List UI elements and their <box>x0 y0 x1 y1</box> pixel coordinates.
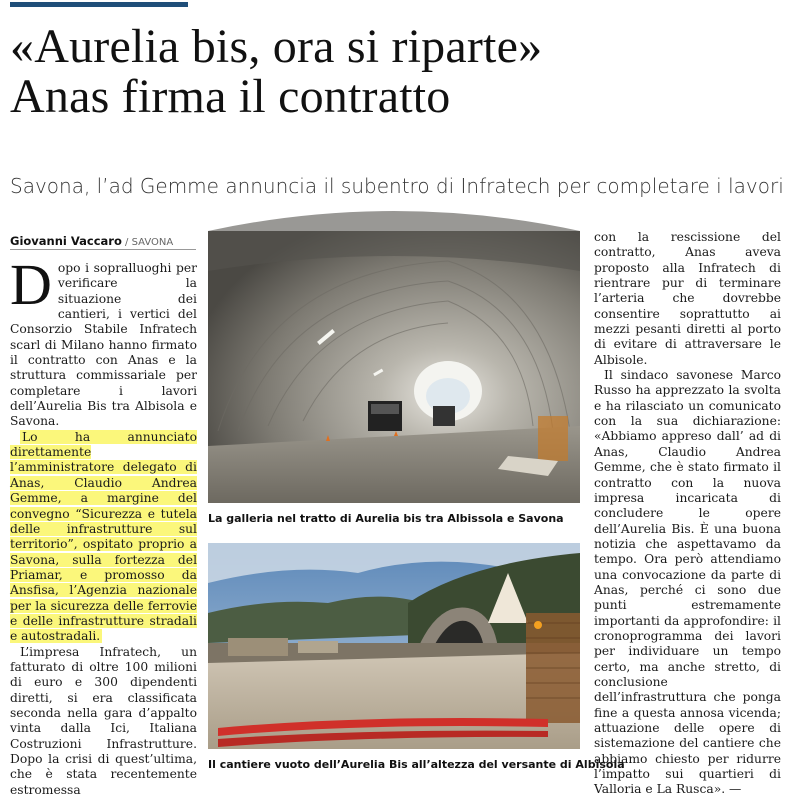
photo-caption-2: Il cantiere vuoto dell’Aurelia Bis all’altezza del versante di Albisola <box>208 758 625 771</box>
tunnel-illustration <box>208 231 580 503</box>
byline <box>10 234 173 248</box>
photo-construction-site <box>208 543 580 749</box>
headline-line-2: Anas firma il contratto <box>10 70 451 123</box>
site-illustration <box>208 543 580 749</box>
article-paragraph-5: Il sindaco savonese Marco Russo ha apprezzato la svolta e ha rilasciato un comunicato con la sua dichiarazione: «Abbiamo appreso dall’ ad di Anas, Claudio Andrea Gemme, che è stato firmato il contratto con la nuova impresa incaricata di concludere le opere dell’Aurelia Bis. È una buona notizia che aspettavamo da tempo. Ora però attendiamo una convocazione da parte di Anas, perché ci sono due punti estremamente importanti da approfondire: il cronoprogramma dei lavori per individuare un tempo certo, ma anche stretto, di conclusione dell’infrastruttura che ponga fine a questa annosa vicenda; attuazione delle opere di sistemazione del cantiere che abbiamo chiesto per ridurre l’impatto sui quartieri di Valloria e La Rusca». — <box>594 368 781 797</box>
article-paragraph-1-text: opo i sopralluoghi per verificare la situazione dei cantieri, i vertici del Consorzio Stabile Infratech scarl di Milano hanno firmato il contratto con Anas e la struttura commissariale per completare i lavori dell’Aurelia Bis tra Albisola e Savona. <box>10 261 197 429</box>
subheadline: Savona, l’ad Gemme annuncia il subentro di Infratech per completare i lavori <box>10 174 784 198</box>
article-paragraph-1 <box>10 252 197 430</box>
byline-place: / SAVONA <box>121 237 174 248</box>
article-paragraph-2 <box>10 430 197 645</box>
photo-caption-1: La galleria nel tratto di Aurelia bis tra Albissola e Savona <box>208 512 564 525</box>
headline <box>10 22 780 122</box>
article-column-right <box>594 230 781 798</box>
photo-tunnel <box>208 231 580 503</box>
highlighted-text: Lo ha annunciato direttamente l’amministratore delegato di Anas, Claudio Andrea Gemme, a margine del convegno “Sicurezza e tutela delle infrastrutture sul territorio”, ospitato proprio a Savona, sulla fortezza del Priamar, e promosso da Ansfisa, l’Agenzia nazionale per la sicurezza delle ferrovie e delle infrastrutture stradali e autostradali. <box>10 429 197 644</box>
byline-divider <box>10 249 196 250</box>
drop-cap: D <box>10 252 52 317</box>
byline-author: Giovanni Vaccaro <box>10 234 122 248</box>
article-column-left <box>10 252 197 798</box>
article-paragraph-4: con la rescissione del contratto, Anas aveva proposto alla Infratech di rientrare pur di terminare l’arteria che dovrebbe consentire soprattutto ai mezzi pesanti diretti al porto di evitare di attraversare le Albisole. <box>594 230 781 367</box>
article-paragraph-3: L’impresa Infratech, un fatturato di oltre 100 milioni di euro e 300 dipendenti diretti, si era classificata seconda nella gara d’appalto vinta dalla Ici, Italiana Costruzioni Infrastrutture. Dopo la crisi di quest’ultima, che è stata recentemente estromessa <box>10 644 197 797</box>
section-accent-bar <box>10 2 188 7</box>
headline-line-1: «Aurelia bis, ora si riparte» <box>10 20 543 73</box>
